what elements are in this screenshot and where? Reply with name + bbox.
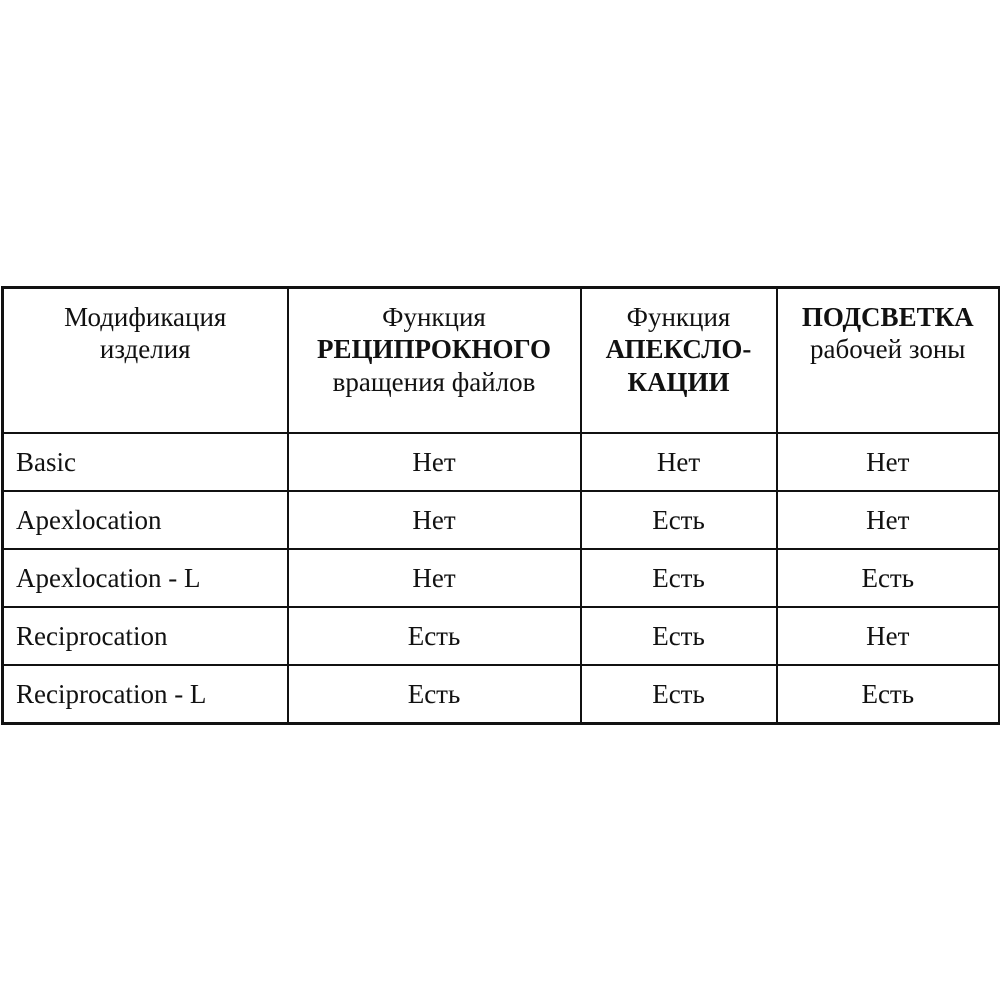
cell-model: Reciprocation - L	[3, 665, 288, 724]
header-apexlocation-line-1: Функция	[626, 302, 731, 332]
header-row	[3, 288, 1000, 434]
cell-reciprocating: Нет	[288, 549, 581, 607]
cell-illumination: Нет	[777, 433, 1000, 491]
header-model-line-1: Модификация	[64, 302, 227, 332]
table-row	[3, 665, 1000, 724]
cell-illumination: Нет	[777, 607, 1000, 665]
cell-apexlocation: Есть	[581, 607, 777, 665]
header-reciprocating	[288, 288, 581, 434]
cell-model: Apexlocation - L	[3, 549, 288, 607]
table-row	[3, 433, 1000, 491]
cell-model: Apexlocation	[3, 491, 288, 549]
cell-reciprocating: Нет	[288, 433, 581, 491]
modification-comparison-table	[1, 286, 1000, 725]
header-apexlocation-line-2: АПЕКСЛО-	[605, 334, 752, 365]
cell-illumination: Нет	[777, 491, 1000, 549]
header-illumination-line-1: ПОДСВЕТКА	[801, 302, 974, 332]
cell-reciprocating: Есть	[288, 607, 581, 665]
header-illumination-line-2: рабочей зоны	[810, 334, 966, 365]
header-illumination	[777, 288, 1000, 434]
cell-illumination: Есть	[777, 549, 1000, 607]
cell-reciprocating: Есть	[288, 665, 581, 724]
cell-model: Basic	[3, 433, 288, 491]
cell-reciprocating: Нет	[288, 491, 581, 549]
table-row	[3, 491, 1000, 549]
cell-apexlocation: Есть	[581, 665, 777, 724]
header-model	[3, 288, 288, 434]
cell-apexlocation: Есть	[581, 549, 777, 607]
header-apexlocation-line-3: КАЦИИ	[627, 366, 730, 397]
header-reciprocating-line-1: Функция	[382, 302, 486, 332]
cell-apexlocation: Нет	[581, 433, 777, 491]
header-apexlocation	[581, 288, 777, 434]
header-reciprocating-line-3: вращения файлов	[332, 366, 536, 397]
cell-apexlocation: Есть	[581, 491, 777, 549]
table-row	[3, 549, 1000, 607]
header-model-line-2: изделия	[99, 334, 191, 365]
header-reciprocating-line-2: РЕЦИПРОКНОГО	[317, 334, 551, 365]
cell-illumination: Есть	[777, 665, 1000, 724]
table-row	[3, 607, 1000, 665]
modification-table-container	[1, 286, 998, 711]
cell-model: Reciprocation	[3, 607, 288, 665]
